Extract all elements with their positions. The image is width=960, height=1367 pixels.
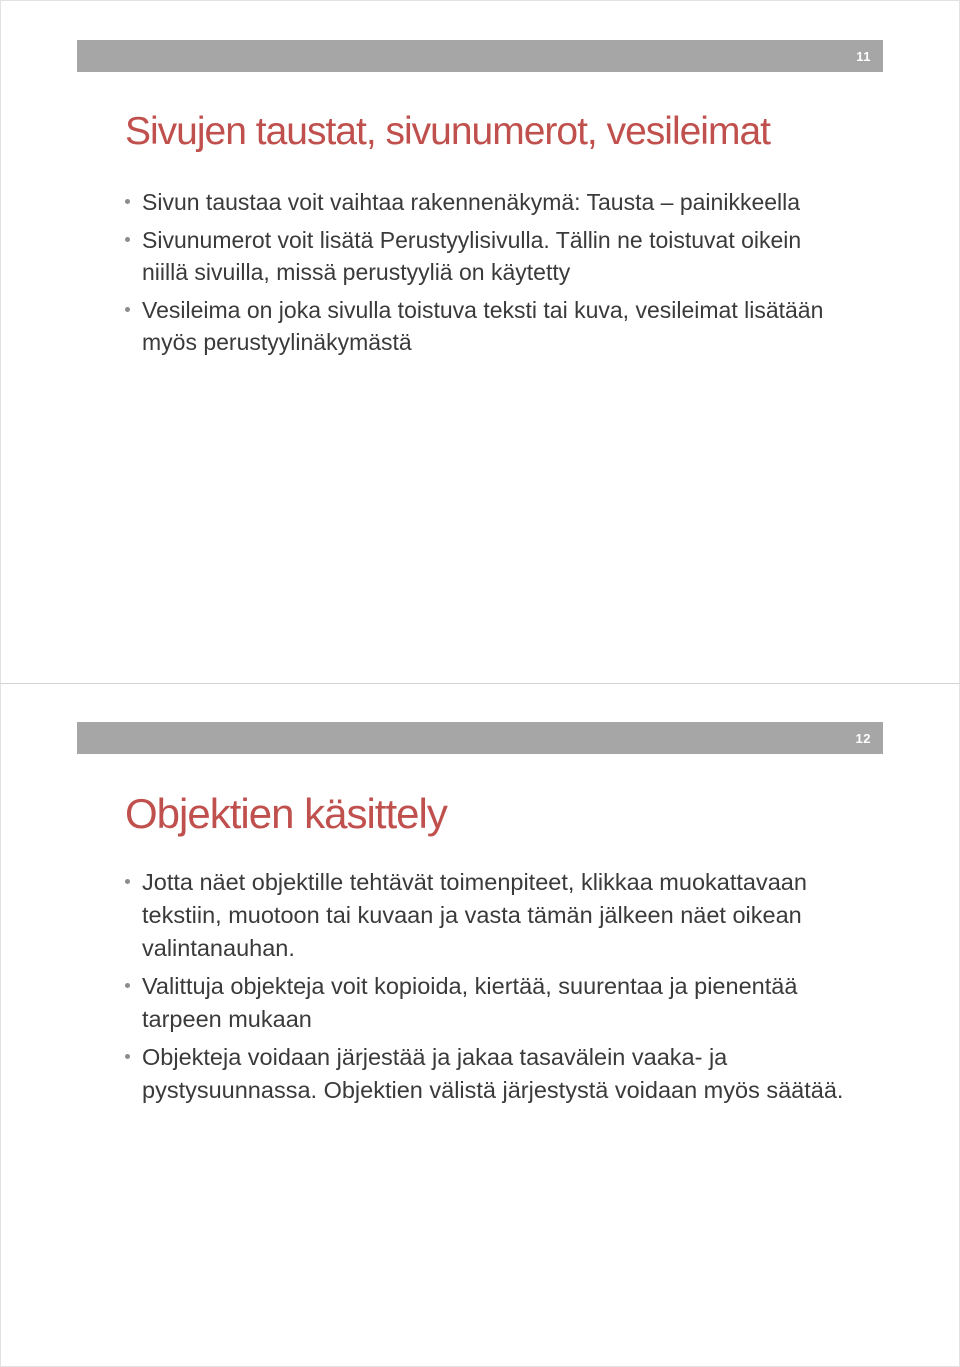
slide-number: 11 xyxy=(856,49,871,64)
bullet-dot-icon xyxy=(125,237,130,242)
bullet-item xyxy=(125,970,845,1036)
slide-title: Sivujen taustat, sivunumerot, vesileimat xyxy=(125,110,770,153)
bullet-item xyxy=(125,1041,845,1107)
slide-header-bar xyxy=(77,40,883,72)
slide-title: Objektien käsittely xyxy=(125,790,447,837)
bullet-dot-icon xyxy=(125,199,130,204)
slide-header-bar xyxy=(77,722,883,754)
bullet-item xyxy=(125,866,845,965)
bullet-text: Vesileima on joka sivulla toistuva teksti tai kuva, vesileimat lisätään myös perustyylinäkymästä xyxy=(142,297,824,355)
bullet-text: Valittuja objekteja voit kopioida, kiertää, suurentaa ja pienentää tarpeen mukaan xyxy=(142,973,798,1032)
bullet-dot-icon xyxy=(125,983,130,988)
bullet-dot-icon xyxy=(125,307,130,312)
bullet-text: Objekteja voidaan järjestää ja jakaa tasavälein vaaka- ja pystysuunnassa. Objektien välistä järjestystä voidaan myös säätää. xyxy=(142,1044,844,1103)
bullet-text: Sivun taustaa voit vaihtaa rakennenäkymä: Tausta – painikkeella xyxy=(142,189,801,215)
bullet-dot-icon xyxy=(125,1054,130,1059)
bullet-text: Jotta näet objektille tehtävät toimenpiteet, klikkaa muokattavaan tekstiin, muotoon tai kuvaan ja vasta tämän jälkeen näet oikean valintanauhan. xyxy=(142,869,807,961)
bullet-dot-icon xyxy=(125,879,130,884)
bullet-list xyxy=(125,186,845,364)
bullet-item xyxy=(125,224,845,288)
bullet-text: Sivunumerot voit lisätä Perustyylisivulla. Tällin ne toistuvat oikein niillä sivuilla, missä perustyyliä on käytetty xyxy=(142,227,802,285)
bullet-item xyxy=(125,294,845,358)
bullet-item xyxy=(125,186,845,218)
slide-12 xyxy=(0,684,960,1367)
slide-number: 12 xyxy=(855,731,871,746)
bullet-list xyxy=(125,866,845,1112)
